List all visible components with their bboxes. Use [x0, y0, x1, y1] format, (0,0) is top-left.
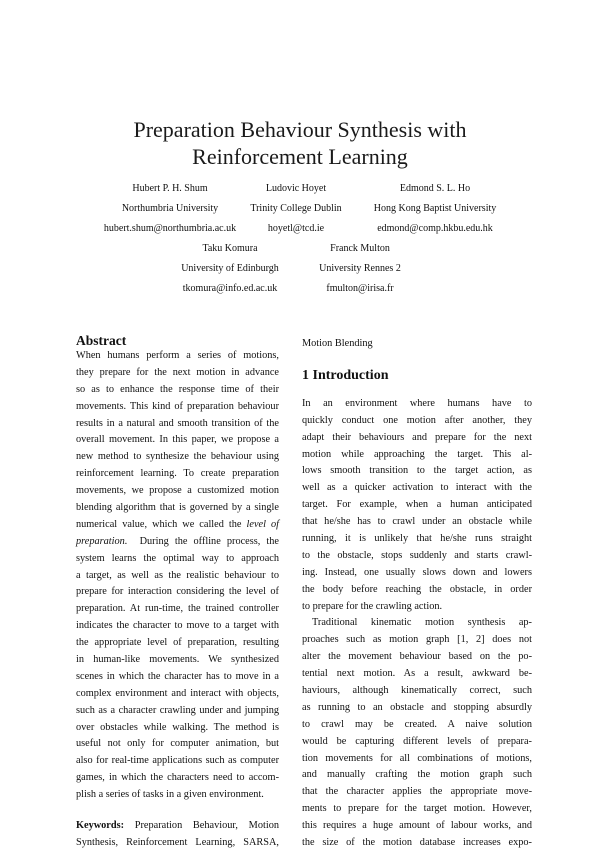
- abstract-line: new method to synthesize the behaviour using: [76, 451, 279, 463]
- intro-line: to crawl may be created. A naive solution: [302, 718, 532, 730]
- intro-line: well as a quicker activation to interact with the: [302, 482, 532, 494]
- abstract-line: [76, 534, 279, 551]
- intro-line: would be capturing different levels of prepara-: [302, 735, 532, 747]
- abstract-line: preparation. At run-time, the trained controller: [76, 603, 279, 615]
- abstract-text: During the offline process, the: [139, 535, 279, 547]
- intro-line: ments to prepare for the target motion. However,: [302, 803, 532, 815]
- author-affiliation: Northumbria University: [121, 203, 219, 214]
- intro-line: the size of the motion database increases expo-: [302, 837, 532, 849]
- intro-line: tion movements for all combinations of motions,: [302, 752, 532, 764]
- intro-line: this requires a huge amount of labour works, and: [302, 820, 532, 832]
- abstract-line: prepare for interaction considering the level of: [76, 586, 279, 598]
- abstract-line: so as to enhance the response time of their: [76, 383, 279, 395]
- author-email[interactable]: fmulton@irisa.fr: [326, 283, 394, 294]
- abstract-section: [76, 333, 279, 852]
- intro-line: alter the movement behaviour based on the po-: [302, 651, 532, 663]
- intro-line: In an environment where humans have to: [302, 397, 532, 409]
- abstract-line: movements, we propose a customized motion: [76, 485, 279, 497]
- paper-title: [0, 116, 600, 170]
- author-email[interactable]: tkomura@info.ed.ac.uk: [182, 283, 278, 294]
- abstract-line: useful not only for computer animation, but: [76, 738, 279, 750]
- abstract-italic-term: level of: [246, 518, 279, 530]
- intro-line: motion while approaching the target. This al-: [302, 448, 532, 460]
- intro-line: target. For example, when a human anticipated: [302, 499, 532, 511]
- intro-line: ing. Instead, one usually slows down and lowers: [302, 566, 532, 578]
- abstract-text: numerical value, which we called the: [76, 518, 242, 530]
- intro-line: adapt their behaviours and prepare for the next: [302, 431, 532, 443]
- abstract-line: indicates the character to move to a target with: [76, 620, 279, 632]
- intro-line: that he/she has to crawl under an obstacle while: [302, 516, 532, 528]
- abstract-line: also for real-time applications such as computer: [76, 755, 279, 767]
- title-line: Reinforcement Learning: [192, 144, 408, 169]
- author-name: Taku Komura: [202, 243, 258, 254]
- abstract-italic-term: preparation.: [76, 535, 128, 547]
- abstract-line: reinforcement learning. To create preparation: [76, 468, 279, 480]
- abstract-line: a target, as well as the realistic behaviour to: [76, 569, 279, 581]
- author-name: Ludovic Hoyet: [265, 183, 327, 194]
- abstract-heading: Abstract: [76, 333, 127, 348]
- author-affiliation: University of Edinburgh: [181, 263, 279, 274]
- author-affiliation: Hong Kong Baptist University: [373, 203, 497, 214]
- abstract-line: scenes in which the character has to move in a: [76, 670, 279, 682]
- keywords-line: Motion Blending: [302, 338, 373, 349]
- abstract-line: complex environment and interact with objects,: [76, 687, 279, 699]
- author-name: Hubert P. H. Shum: [132, 183, 208, 194]
- author-email[interactable]: hubert.shum@northumbria.ac.uk: [103, 223, 237, 234]
- intro-line: haviours, although kinematically correct, such: [302, 685, 532, 697]
- abstract-line: overall movement. In this paper, we propose a: [76, 434, 279, 446]
- abstract-line: they prepare for the next motion in advance: [76, 366, 279, 378]
- abstract-line: over obstacles while walking. The method is: [76, 721, 279, 733]
- intro-line: Traditional kinematic motion synthesis ap-: [312, 617, 532, 629]
- abstract-line: [76, 517, 279, 534]
- abstract-line: plish a series of tasks in a given environment.: [76, 789, 264, 801]
- author-block: [335, 179, 535, 239]
- keywords-label: Keywords:: [76, 820, 125, 832]
- abstract-line: movements. This kind of preparation behaviour: [76, 400, 279, 412]
- keywords-line: Synthesis, Reinforcement Learning, SARSA,: [76, 836, 279, 848]
- keywords-line: [76, 818, 279, 835]
- author-name: Franck Multon: [330, 243, 390, 254]
- intro-line: that the character applies the appropriate move-: [302, 786, 532, 798]
- intro-line: running, it is unlikely that he/she runs straight: [302, 533, 532, 545]
- right-column: [302, 336, 532, 852]
- intro-line: as running to an obstacle and stopping absurdly: [302, 701, 532, 713]
- author-affiliation: University Rennes 2: [319, 263, 401, 274]
- abstract-line: games, in which the characters need to accom-: [76, 772, 279, 784]
- title-line: Preparation Behaviour Synthesis with: [133, 117, 467, 142]
- keywords-text: Preparation Behaviour, Motion: [134, 820, 279, 832]
- intro-line: to prepare for the crawling action.: [302, 600, 443, 612]
- abstract-line: such as a character crawling under and jumping: [76, 704, 279, 716]
- intro-line: quickly conduct one motion after another, they: [302, 414, 532, 426]
- abstract-line: in human-like movements. We synthesized: [76, 654, 279, 666]
- author-name: Edmond S. L. Ho: [399, 183, 471, 194]
- introduction-heading: 1 Introduction: [302, 367, 389, 383]
- intro-line: and manually crafting the motion graph such: [302, 769, 532, 781]
- abstract-line: blending algorithm that is governed by a single: [76, 502, 279, 514]
- author-email[interactable]: edmond@comp.hkbu.edu.hk: [377, 223, 493, 234]
- intro-line: lows smooth transition to the target action, as: [302, 465, 532, 477]
- author-block: [260, 239, 460, 299]
- abstract-line: When humans perform a series of motions,: [76, 350, 279, 361]
- intro-line: to the obstacle, stops suddenly and starts crawl-: [302, 549, 532, 561]
- abstract-line: the appropriate level of preparation, resulting: [76, 637, 279, 649]
- author-affiliation: Trinity College Dublin: [250, 203, 342, 214]
- intro-line: tential next motion. As a result, awkward be-: [302, 668, 532, 680]
- abstract-line: system learns the optimal way to approach: [76, 552, 279, 564]
- author-email[interactable]: hoyetl@tcd.ie: [267, 223, 325, 234]
- intro-line: the body before reaching the obstacle, in order: [302, 583, 532, 595]
- abstract-line: results in a natural and smooth transition of the: [76, 417, 279, 429]
- intro-line: proaches such as motion graph [1, 2] does not: [302, 634, 532, 646]
